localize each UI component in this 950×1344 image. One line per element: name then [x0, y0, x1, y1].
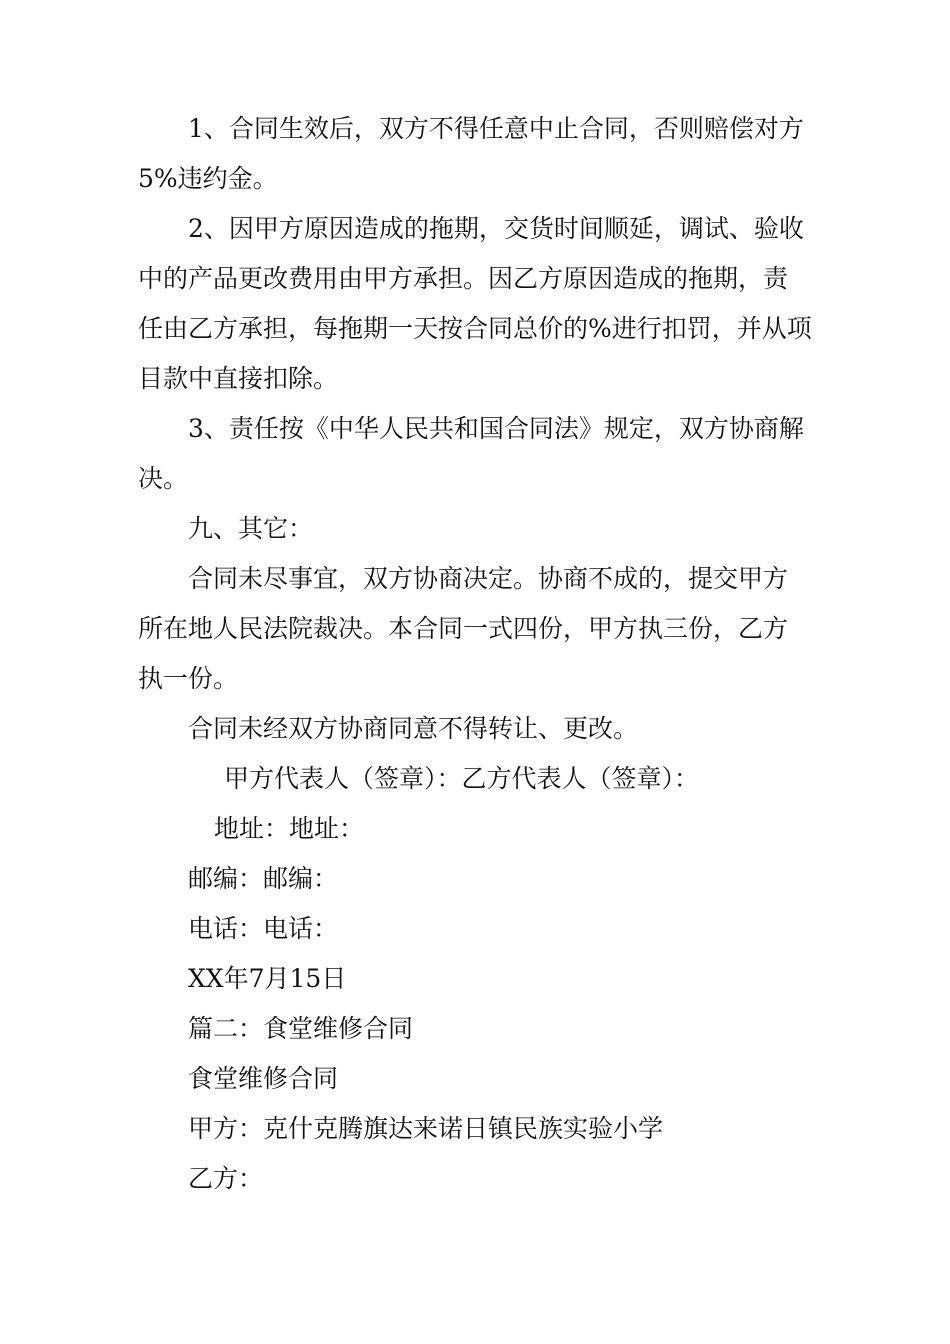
other-para-line-2: 所在地人民法院裁决。本合同一式四份，甲方执三份，乙方	[138, 614, 789, 643]
party-b: 乙方：	[188, 1164, 264, 1193]
document-page	[138, 104, 818, 1204]
no-transfer-clause: 合同未经双方协商同意不得转让、更改。	[188, 714, 639, 743]
other-para-line-1: 合同未尽事宜，双方协商决定。协商不成的，提交甲方	[188, 564, 789, 593]
part-two-heading: 篇二：食堂维修合同	[188, 1014, 414, 1043]
party-a: 甲方：克什克腾旗达来诺日镇民族实验小学	[188, 1114, 664, 1143]
clause-1-line-2: 5%违约金。	[138, 164, 278, 193]
other-para-line-3: 执一份。	[138, 664, 239, 693]
clause-2-line-3: 任由乙方承担，每拖期一天按合同总价的%进行扣罚，并从项	[138, 314, 812, 343]
clause-3-line-2: 决。	[138, 464, 189, 493]
clause-2-line-4: 目款中直接扣除。	[138, 364, 339, 393]
clause-2-line-1: 2、因甲方原因造成的拖期，交货时间顺延，调试、验收	[188, 214, 804, 243]
section-heading-other: 九、其它：	[188, 514, 314, 543]
clause-1-line-1: 1、合同生效后，双方不得任意中止合同，否则赔偿对方	[188, 114, 804, 143]
signature-representatives: 甲方代表人（签章）：乙方代表人（签章）：	[224, 764, 700, 793]
clause-3-line-1: 3、责任按《中华人民共和国合同法》规定，双方协商解	[188, 414, 804, 443]
signature-phone: 电话：电话：	[188, 914, 339, 943]
signature-date: XX年7月15日	[188, 964, 347, 993]
contract-title: 食堂维修合同	[188, 1064, 339, 1093]
clause-2-line-2: 中的产品更改费用由甲方承担。因乙方原因造成的拖期，责	[138, 264, 789, 293]
signature-postcode: 邮编：邮编：	[188, 864, 339, 893]
signature-address: 地址：地址：	[214, 814, 365, 843]
